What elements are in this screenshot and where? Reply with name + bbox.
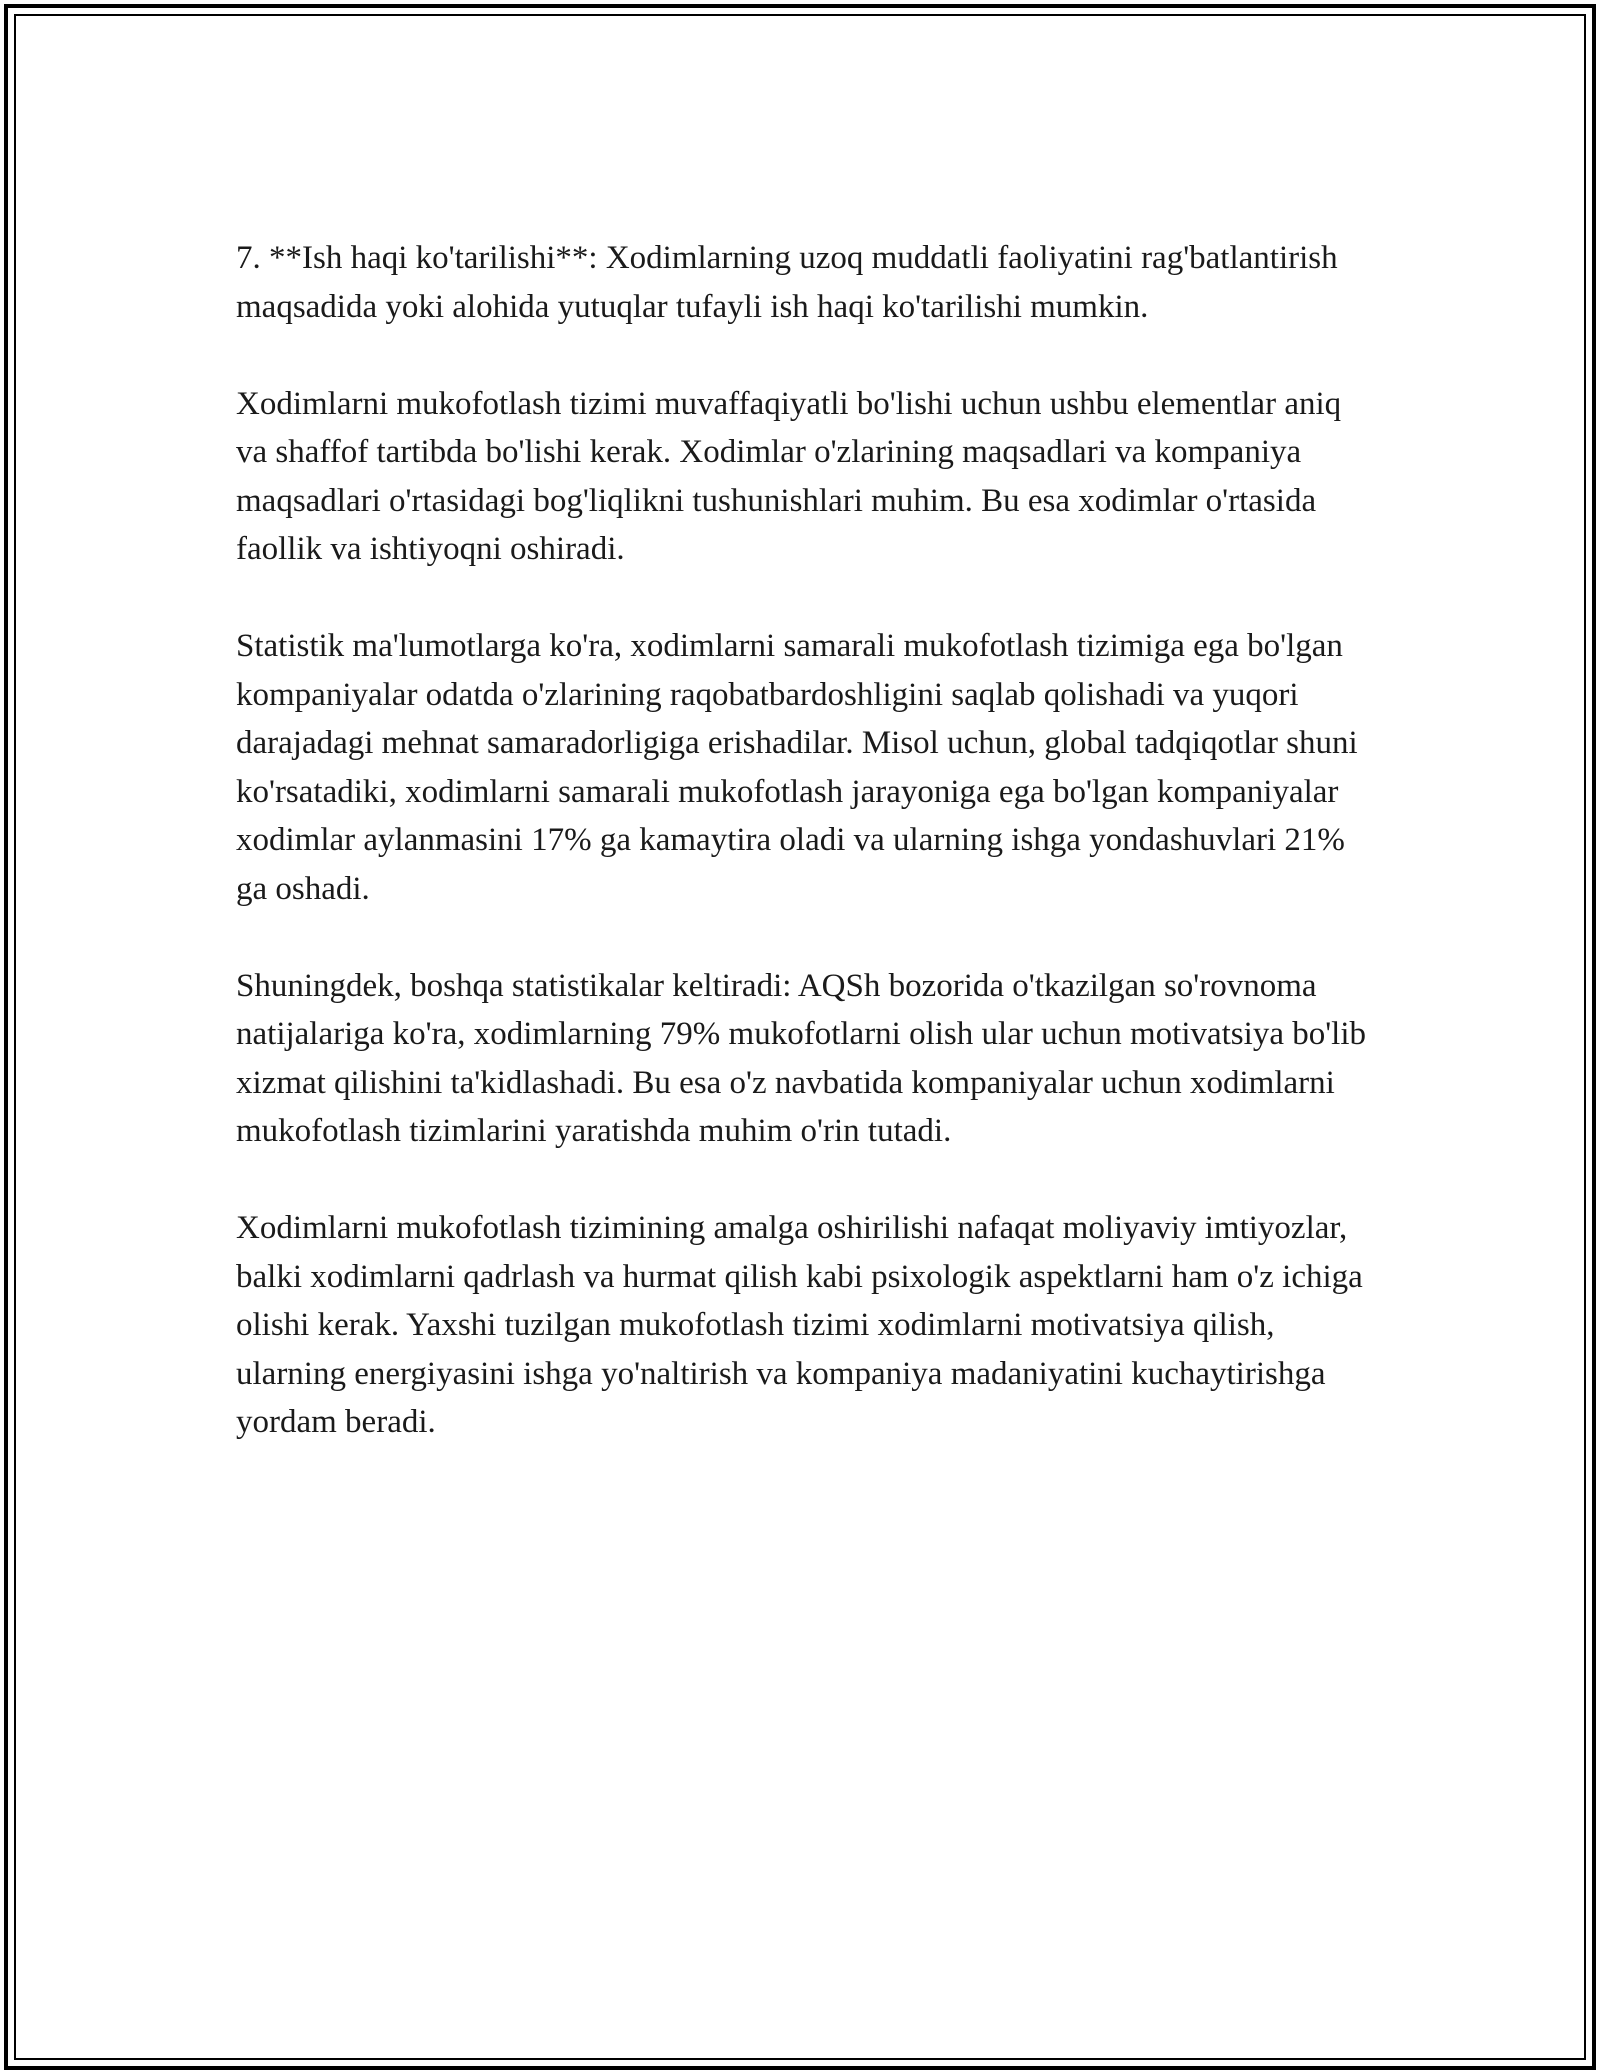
paragraph-conclusion: Xodimlarni mukofotlash tizimining amalga oshirilishi nafaqat moliyaviy imtiyozlar, balki xodimlarni qadrlash va hurmat qilish kabi psixologik aspektlarni ham o'z ichiga olishi kerak. Yaxshi tuzilgan mukofotlash tizimi xodimlarni motivatsiya qilish, ularning energiyasini ishga yo'naltirish va kompaniya madaniyatini kuchaytirishga yordam beradi. (236, 1210, 1363, 1440)
paragraph-us-survey: Shuningdek, boshqa statistikalar keltiradi: AQSh bozorida o'tkazilgan so'rovnoma natijalariga ko'ra, xodimlarning 79% mukofotlarni olish ular uchun motivatsiya bo'lib xizmat qilishini ta'kidlashadi. Bu esa o'z navbatida kompaniyalar uchun xodimlarni mukofotlash tizimlarini yaratishda muhim o'rin tutadi. (236, 967, 1366, 1149)
paragraph-transparency: Xodimlarni mukofotlash tizimi muvaffaqiyatli bo'lishi uchun ushbu elementlar aniq va shaffof tartibda bo'lishi kerak. Xodimlar o'zlarining maqsadlari va kompaniya maqsadlari o'rtasidagi bog'liqlikni tushunishlari muhim. Bu esa xodimlar o'rtasida faollik va ishtiyoqni oshiradi. (236, 385, 1342, 567)
document-body (236, 234, 1376, 1495)
paragraph-salary-increase: 7. **Ish haqi ko'tarilishi**: Xodimlarning uzoq muddatli faoliyatini rag'batlantirish maqsadida yoki alohida yutuqlar tufayli ish haqi ko'tarilishi mumkin. (236, 240, 1338, 325)
paragraph-statistics: Statistik ma'lumotlarga ko'ra, xodimlarni samarali mukofotlash tizimiga ega bo'lgan kompaniyalar odatda o'zlarining raqobatbardoshligini saqlab qolishadi va yuqori darajadagi mehnat samaradorligiga erishadilar. Misol uchun, global tadqiqotlar shuni ko'rsatadiki, xodimlarni samarali mukofotlash jarayoniga ega bo'lgan kompaniyalar xodimlar aylanmasini 17% ga kamaytira oladi va ularning ishga yondashuvlari 21% ga oshadi. (236, 628, 1358, 907)
